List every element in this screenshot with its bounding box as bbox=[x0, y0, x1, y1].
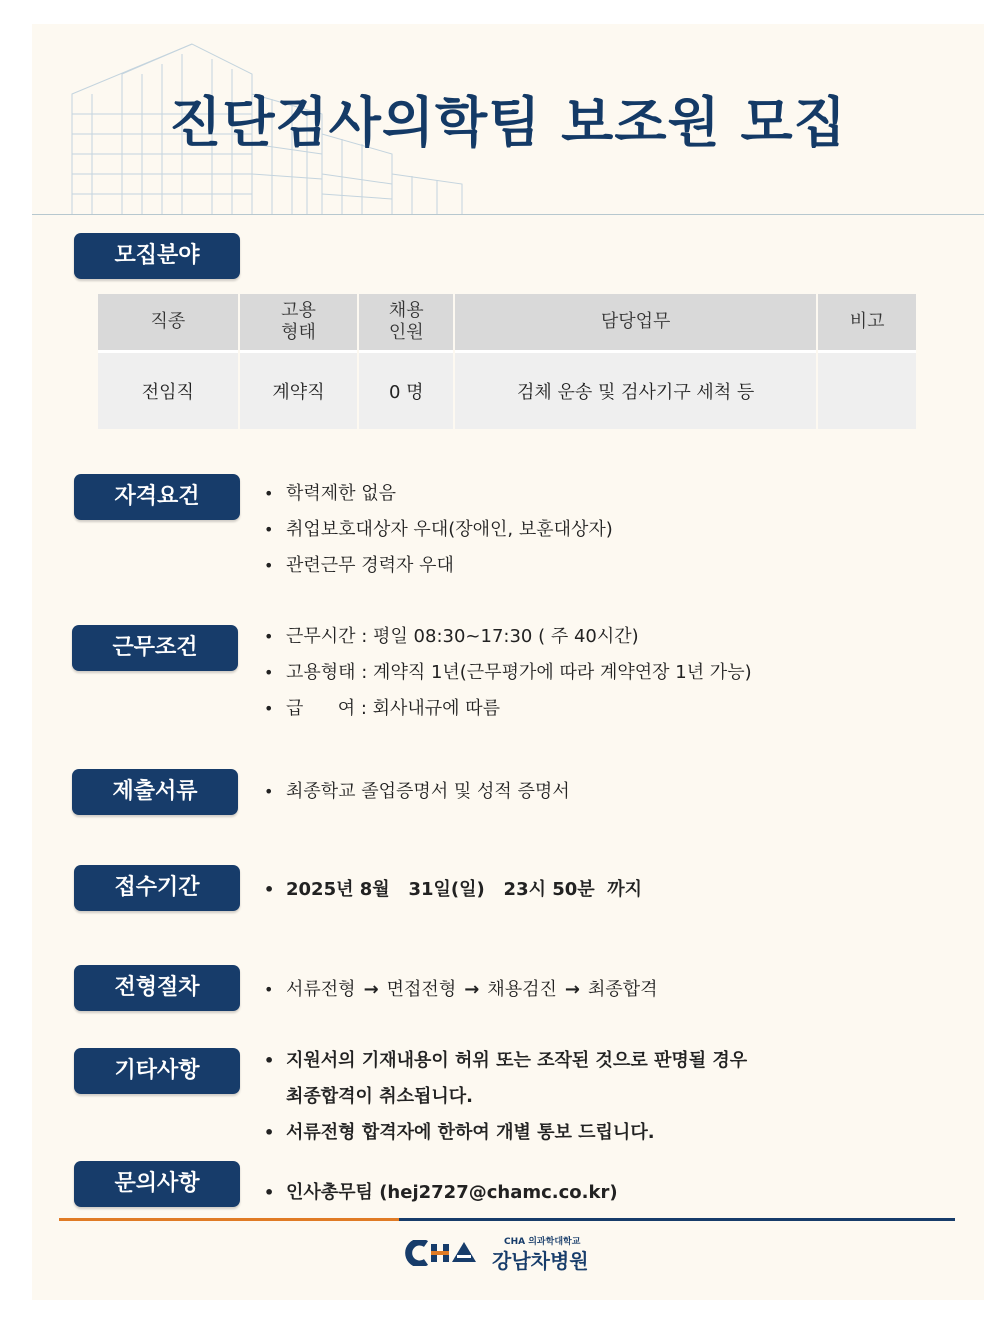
list-item: • 최종학교 졸업증명서 및 성적 증명서 bbox=[264, 774, 570, 810]
section-badge-conditions: 근무조건 bbox=[72, 625, 238, 671]
list-item: • 학력제한 없음 bbox=[264, 476, 613, 512]
arrow-right-icon: → bbox=[464, 979, 480, 1000]
footer-divider-orange bbox=[59, 1218, 399, 1221]
section-badge-contact: 문의사항 bbox=[74, 1161, 240, 1207]
section-badge-qualifications: 자격요건 bbox=[74, 474, 240, 520]
table-row bbox=[98, 353, 916, 429]
etc-list bbox=[264, 1043, 747, 1151]
arrow-right-icon: → bbox=[363, 979, 379, 1000]
logo-hospital-name: 강남차병원 bbox=[492, 1249, 589, 1273]
list-item: • 근무시간 : 평일 08:30~17:30 ( 주 40시간) bbox=[264, 619, 752, 655]
qualifications-list bbox=[264, 476, 613, 584]
section-badge-process: 전형절차 bbox=[74, 965, 240, 1011]
process-list bbox=[264, 972, 658, 1008]
header-job-type: 직종 bbox=[98, 294, 238, 353]
section-badge-etc: 기타사항 bbox=[74, 1048, 240, 1094]
period-list bbox=[264, 872, 642, 908]
list-item: • 급 여 : 회사내규에 따름 bbox=[264, 691, 752, 727]
process-step: 면접전형 bbox=[386, 979, 457, 1000]
process-step: 채용검진 bbox=[487, 979, 557, 1000]
cha-logo-icon bbox=[404, 1240, 480, 1266]
cell-remarks bbox=[818, 353, 916, 429]
recruitment-table bbox=[96, 294, 918, 429]
arrow-right-icon: → bbox=[564, 979, 580, 1000]
list-item: • 고용형태 : 계약직 1년(근무평가에 따라 계약연장 1년 가능) bbox=[264, 655, 752, 691]
contact-list bbox=[264, 1175, 618, 1211]
table-header-row bbox=[98, 294, 916, 353]
header-banner bbox=[32, 24, 984, 215]
cell-job-type: 전임직 bbox=[98, 353, 238, 429]
header-duties: 담당업무 bbox=[455, 294, 816, 353]
list-item: • 취업보호대상자 우대(장애인, 보훈대상자) bbox=[264, 512, 613, 548]
section-badge-period: 접수기간 bbox=[74, 865, 240, 911]
documents-list bbox=[264, 774, 570, 810]
contact-email: • 인사총무팀 (hej2727@chamc.co.kr) bbox=[264, 1175, 618, 1211]
header-remarks: 비고 bbox=[818, 294, 916, 353]
logo-university-text: CHA 의과학대학교 bbox=[504, 1237, 581, 1247]
list-item: • 지원서의 기재내용이 허위 또는 조작된 것으로 판명될 경우 bbox=[264, 1043, 747, 1079]
page-title: 진단검사의학팀 보조원 모집 bbox=[169, 91, 847, 154]
list-item: • 관련근무 경력자 우대 bbox=[264, 548, 613, 584]
process-step: 서류전형 bbox=[286, 979, 356, 1000]
cell-headcount: 0 명 bbox=[359, 353, 453, 429]
list-item: 최종합격이 취소됩니다. bbox=[286, 1086, 473, 1107]
cell-employment-type: 계약직 bbox=[240, 353, 358, 429]
section-badge-documents: 제출서류 bbox=[72, 769, 238, 815]
hospital-logo bbox=[404, 1234, 624, 1274]
conditions-list bbox=[264, 619, 752, 727]
list-item: • 서류전형 합격자에 한하여 개별 통보 드립니다. bbox=[264, 1115, 747, 1151]
process-step: 최종합격 bbox=[587, 979, 658, 1000]
header-employment-type: 고용 형태 bbox=[240, 294, 358, 353]
recruitment-poster bbox=[32, 24, 984, 1300]
cell-duties: 검체 운송 및 검사기구 세척 등 bbox=[455, 353, 816, 429]
section-badge-recruitment: 모집분야 bbox=[74, 233, 240, 279]
list-item: • 2025년 8월 31일(일) 23시 50분 까지 bbox=[264, 872, 642, 908]
process-steps bbox=[264, 972, 658, 1008]
header-headcount: 채용 인원 bbox=[359, 294, 453, 353]
footer-divider-navy bbox=[399, 1218, 955, 1221]
